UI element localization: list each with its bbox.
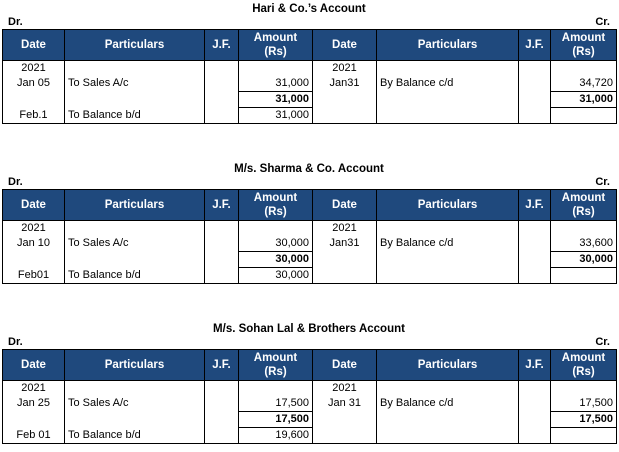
dr-label: Dr. [8,176,23,188]
header-3: Amount (Rs) [239,350,313,381]
dr-amount: 30,000 [239,236,313,252]
account-3 [2,322,616,444]
header-1: Particulars [65,30,205,61]
header-4: Date [313,350,377,381]
cr-date: Jan31 [313,236,377,252]
dr-label: Dr. [8,336,23,348]
balance-particular: To Balance b/d [65,108,205,124]
dr-total: 31,000 [239,92,313,108]
dr-amount: 17,500 [239,396,313,412]
balance-particular: To Balance b/d [65,428,205,444]
dr-year: 2021 [3,381,65,397]
header-0: Date [3,30,65,61]
dr-particular: To Sales A/c [65,236,205,252]
cr-amount: 33,600 [551,236,617,252]
dr-total: 30,000 [239,252,313,268]
cr-label: Cr. [595,16,610,28]
header-2: J.F. [205,30,239,61]
header-3: Amount (Rs) [239,190,313,221]
header-4: Date [313,30,377,61]
cr-date: Jan 31 [313,396,377,412]
dr-total: 17,500 [239,412,313,428]
header-5: Particulars [377,190,519,221]
dr-date: Jan 25 [3,396,65,412]
dr-particular: To Sales A/c [65,396,205,412]
balance-amount: 30,000 [239,268,313,284]
ledger-table [2,349,617,444]
balance-amount: 31,000 [239,108,313,124]
balance-date: Feb01 [3,268,65,284]
balance-amount: 19,600 [239,428,313,444]
account-2 [2,162,616,284]
dr-particular: To Sales A/c [65,76,205,92]
header-6: J.F. [519,30,551,61]
ledger-table [2,189,617,284]
cr-amount: 17,500 [551,396,617,412]
balance-date: Feb.1 [3,108,65,124]
account-1 [2,2,616,124]
cr-particular: By Balance c/d [377,236,519,252]
header-5: Particulars [377,350,519,381]
dr-year: 2021 [3,221,65,237]
header-2: J.F. [205,190,239,221]
account-title: M/s. Sohan Lal & Brothers Account [213,323,405,335]
account-title: Hari & Co.’s Account [252,3,366,15]
cr-total: 30,000 [551,252,617,268]
cr-particular: By Balance c/d [377,76,519,92]
cr-year: 2021 [313,61,377,77]
header-7: Amount (Rs) [551,30,617,61]
cr-total: 31,000 [551,92,617,108]
cr-year: 2021 [313,381,377,397]
balance-date: Feb 01 [3,428,65,444]
header-2: J.F. [205,350,239,381]
dr-year: 2021 [3,61,65,77]
balance-particular: To Balance b/d [65,268,205,284]
dr-date: Jan 10 [3,236,65,252]
dr-label: Dr. [8,16,23,28]
cr-label: Cr. [595,336,610,348]
ledger-table [2,29,617,124]
header-1: Particulars [65,190,205,221]
header-0: Date [3,350,65,381]
header-4: Date [313,190,377,221]
account-title: M/s. Sharma & Co. Account [234,163,384,175]
header-5: Particulars [377,30,519,61]
header-7: Amount (Rs) [551,190,617,221]
cr-amount: 34,720 [551,76,617,92]
cr-year: 2021 [313,221,377,237]
header-1: Particulars [65,350,205,381]
header-6: J.F. [519,190,551,221]
dr-date: Jan 05 [3,76,65,92]
cr-particular: By Balance c/d [377,396,519,412]
header-3: Amount (Rs) [239,30,313,61]
cr-total: 17,500 [551,412,617,428]
header-7: Amount (Rs) [551,350,617,381]
dr-amount: 31,000 [239,76,313,92]
header-6: J.F. [519,350,551,381]
header-0: Date [3,190,65,221]
cr-label: Cr. [595,176,610,188]
cr-date: Jan31 [313,76,377,92]
